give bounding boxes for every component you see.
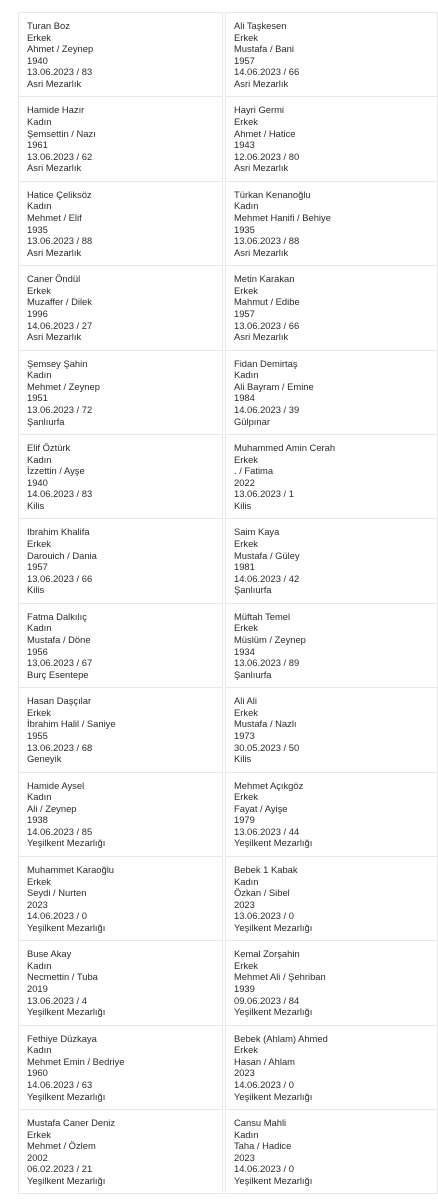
parent-names: Şemsettin / Nazı <box>27 127 96 139</box>
birth-year: 1951 <box>27 392 48 404</box>
record-card <box>225 350 438 434</box>
parent-names: . / Fatima <box>234 465 274 477</box>
parent-names: Seydi / Nurten <box>27 887 87 899</box>
person-name: Hamide Aysel <box>27 779 85 791</box>
person-name: Ali Taşkesen <box>234 20 287 31</box>
birth-year: 1935 <box>234 223 255 235</box>
burial-place: Yeşilkent Mezarlığı <box>27 1090 106 1102</box>
birth-year: 1957 <box>27 561 48 573</box>
burial-place: Kilis <box>234 753 252 765</box>
gender: Erkek <box>234 31 258 43</box>
parent-names: Mustafa / Döne <box>27 633 91 645</box>
gender: Kadın <box>27 622 52 634</box>
parent-names: Ali / Zeynep <box>27 802 77 814</box>
burial-place: Asri Mezarlık <box>234 331 289 343</box>
date-and-number: 13.06.2023 / 66 <box>27 572 93 584</box>
burial-place: Yeşilkent Mezarlığı <box>27 837 106 849</box>
gender: Erkek <box>234 284 258 296</box>
record-card <box>18 940 223 1024</box>
burial-place: Geneyik <box>27 753 62 765</box>
date-and-number: 13.06.2023 / 89 <box>234 657 300 669</box>
person-name: Türkan Kenanoğlu <box>234 188 311 200</box>
burial-place: Asri Mezarlık <box>234 77 289 89</box>
date-and-number: 13.06.2023 / 88 <box>234 235 300 247</box>
burial-place: Yeşilkent Mezarlığı <box>27 921 106 933</box>
burial-place: Şanlıurfa <box>27 415 65 427</box>
record-card <box>18 518 223 602</box>
gender: Erkek <box>27 31 51 43</box>
person-name: Muhammet Karaoğlu <box>27 863 115 875</box>
parent-names: Mahmut / Edibe <box>234 296 300 308</box>
person-name: Kemal Zorşahin <box>234 948 300 960</box>
birth-year: 2023 <box>234 1067 255 1079</box>
record-card <box>18 1109 223 1193</box>
burial-place: Yeşilkent Mezarlığı <box>234 1090 313 1102</box>
burial-place: Yeşilkent Mezarlığı <box>27 1006 106 1018</box>
parent-names: Ahmet / Hatice <box>234 127 296 139</box>
record-card <box>18 856 223 940</box>
date-and-number: 13.06.2023 / 88 <box>27 235 93 247</box>
date-and-number: 06.02.2023 / 21 <box>27 1163 93 1175</box>
gender: Erkek <box>27 706 51 718</box>
parent-names: Mehmet Hanifi / Behiye <box>234 211 331 223</box>
person-name: Turan Boz <box>27 20 70 31</box>
parent-names: Hasan / Ahlam <box>234 1055 295 1067</box>
burial-place: Gülpınar <box>234 415 270 427</box>
gender: Kadın <box>234 369 259 381</box>
date-and-number: 14.06.2023 / 0 <box>234 1163 294 1175</box>
birth-year: 1940 <box>27 54 48 66</box>
burial-place: Asri Mezarlık <box>27 246 82 258</box>
record-card <box>225 940 438 1024</box>
person-name: Fidan Demirtaş <box>234 357 298 369</box>
birth-year: 1957 <box>234 307 255 319</box>
record-card <box>225 603 438 687</box>
grid-bottom-border <box>18 1193 438 1194</box>
person-name: Bebek 1 Kabak <box>234 863 298 875</box>
date-and-number: 14.06.2023 / 0 <box>27 910 87 922</box>
birth-year: 1981 <box>234 561 255 573</box>
person-name: Şemsey Şahin <box>27 357 88 369</box>
burial-place: Kilis <box>234 499 252 511</box>
record-grid <box>18 12 438 1193</box>
gender: Kadın <box>27 115 52 127</box>
date-and-number: 13.06.2023 / 62 <box>27 150 93 162</box>
date-and-number: 13.06.2023 / 0 <box>234 910 294 922</box>
burial-place: Asri Mezarlık <box>234 162 289 174</box>
person-name: Cansu Mahli <box>234 1117 287 1129</box>
person-name: Mustafa Caner Deniz <box>27 1117 116 1129</box>
date-and-number: 14.06.2023 / 63 <box>27 1079 93 1091</box>
date-and-number: 13.06.2023 / 66 <box>234 319 300 331</box>
person-name: Bebek (Ahlam) Ahmed <box>234 1032 328 1044</box>
birth-year: 2023 <box>234 1151 255 1163</box>
record-card <box>18 772 223 856</box>
record-card <box>225 518 438 602</box>
person-name: Fatma Dalkılıç <box>27 610 87 622</box>
birth-year: 1960 <box>27 1067 48 1079</box>
gender: Kadın <box>27 791 52 803</box>
gender: Kadın <box>234 1128 259 1140</box>
person-name: Hatice Çeliksöz <box>27 188 92 200</box>
birth-year: 1984 <box>234 392 255 404</box>
burial-place: Şanlıurfa <box>234 584 272 596</box>
birth-year: 2023 <box>27 898 48 910</box>
record-card <box>225 1025 438 1109</box>
record-card <box>18 350 223 434</box>
burial-place: Yeşilkent Mezarlığı <box>234 837 313 849</box>
birth-year: 1979 <box>234 814 255 826</box>
person-name: Ali Ali <box>234 695 257 707</box>
date-and-number: 14.06.2023 / 27 <box>27 319 93 331</box>
birth-year: 2023 <box>234 898 255 910</box>
parent-names: Taha / Hadice <box>234 1140 292 1152</box>
burial-place: Yeşilkent Mezarlığı <box>27 1175 106 1187</box>
date-and-number: 14.06.2023 / 83 <box>27 488 93 500</box>
parent-names: Mustafa / Nazlı <box>234 718 297 730</box>
person-name: Ibrahim Khalifa <box>27 526 90 538</box>
gender: Erkek <box>234 959 258 971</box>
burial-place: Yeşilkent Mezarlığı <box>234 921 313 933</box>
person-name: Muhammed Amin Cerah <box>234 441 336 453</box>
date-and-number: 14.06.2023 / 85 <box>27 825 93 837</box>
date-and-number: 13.06.2023 / 4 <box>27 994 87 1006</box>
date-and-number: 13.06.2023 / 67 <box>27 657 93 669</box>
person-name: Metin Karakan <box>234 273 295 285</box>
date-and-number: 13.06.2023 / 83 <box>27 66 93 78</box>
person-name: Buse Akay <box>27 948 72 960</box>
person-name: Fethiye Düzkaya <box>27 1032 97 1044</box>
birth-year: 1938 <box>27 814 48 826</box>
birth-year: 2002 <box>27 1151 48 1163</box>
gender: Kadın <box>234 875 259 887</box>
parent-names: Müslüm / Zeynep <box>234 633 306 645</box>
gender: Erkek <box>27 537 51 549</box>
parent-names: Darouich / Dania <box>27 549 97 561</box>
date-and-number: 14.06.2023 / 42 <box>234 572 300 584</box>
parent-names: Muzaffer / Dilek <box>27 296 92 308</box>
gender: Kadın <box>27 200 52 212</box>
gender: Erkek <box>234 453 258 465</box>
parent-names: Mehmet / Elif <box>27 211 82 223</box>
parent-names: Mustafa / Bani <box>234 43 294 55</box>
record-card <box>225 265 438 349</box>
birth-year: 1955 <box>27 729 48 741</box>
date-and-number: 13.06.2023 / 1 <box>234 488 294 500</box>
burial-place: Yeşilkent Mezarlığı <box>234 1006 313 1018</box>
record-card <box>18 181 223 265</box>
gender: Erkek <box>234 706 258 718</box>
record-card <box>225 12 438 96</box>
person-name: Caner Öndül <box>27 273 81 285</box>
gender: Erkek <box>27 875 51 887</box>
parent-names: Mustafa / Güley <box>234 549 300 561</box>
birth-year: 1935 <box>27 223 48 235</box>
date-and-number: 13.06.2023 / 44 <box>234 825 300 837</box>
gender: Kadın <box>27 1044 52 1056</box>
record-card <box>18 434 223 518</box>
parent-names: İzzettin / Ayşe <box>27 465 85 477</box>
burial-place: Asri Mezarlık <box>27 162 82 174</box>
record-card <box>225 96 438 180</box>
person-name: Müftah Temel <box>234 610 291 622</box>
date-and-number: 13.06.2023 / 72 <box>27 403 93 415</box>
birth-year: 1956 <box>27 645 48 657</box>
date-and-number: 14.06.2023 / 0 <box>234 1079 294 1091</box>
person-name: Saim Kaya <box>234 526 280 538</box>
birth-year: 1934 <box>234 645 255 657</box>
gender: Erkek <box>234 537 258 549</box>
parent-names: Özkan / Sibel <box>234 887 290 899</box>
birth-year: 1943 <box>234 139 255 151</box>
burial-place: Kilis <box>27 584 45 596</box>
record-card <box>18 603 223 687</box>
date-and-number: 09.06.2023 / 84 <box>234 994 300 1006</box>
record-card <box>18 265 223 349</box>
birth-year: 1957 <box>234 54 255 66</box>
record-card <box>225 687 438 771</box>
gender: Kadın <box>27 959 52 971</box>
birth-year: 1996 <box>27 307 48 319</box>
gender: Erkek <box>234 791 258 803</box>
birth-year: 1961 <box>27 139 48 151</box>
birth-year: 2019 <box>27 983 48 995</box>
burial-place: Kilis <box>27 499 45 511</box>
record-card <box>225 1109 438 1193</box>
gender: Erkek <box>234 115 258 127</box>
date-and-number: 13.06.2023 / 68 <box>27 741 93 753</box>
birth-year: 1940 <box>27 476 48 488</box>
gender: Kadın <box>27 369 52 381</box>
parent-names: Mehmet Emin / Bedriye <box>27 1055 125 1067</box>
gender: Kadın <box>27 453 52 465</box>
parent-names: Fayat / Ayişe <box>234 802 288 814</box>
burial-place: Burç Esentepe <box>27 668 89 680</box>
burial-place: Asri Mezarlık <box>27 331 82 343</box>
record-card <box>225 434 438 518</box>
date-and-number: 14.06.2023 / 39 <box>234 403 300 415</box>
parent-names: Mehmet / Zeynep <box>27 380 100 392</box>
record-card <box>225 856 438 940</box>
parent-names: Ali Bayram / Emine <box>234 380 314 392</box>
parent-names: İbrahim Halil / Saniye <box>27 718 116 730</box>
person-name: Hasan Daşçılar <box>27 695 92 707</box>
record-card <box>225 181 438 265</box>
record-card <box>18 1025 223 1109</box>
gender: Erkek <box>27 284 51 296</box>
record-card <box>18 12 223 96</box>
person-name: Hayri Germi <box>234 104 285 116</box>
record-card <box>225 772 438 856</box>
gender: Erkek <box>27 1128 51 1140</box>
parent-names: Mehmet Ali / Şehriban <box>234 971 326 983</box>
person-name: Hamide Hazır <box>27 104 85 116</box>
date-and-number: 14.06.2023 / 66 <box>234 66 300 78</box>
gender: Erkek <box>234 1044 258 1056</box>
burial-place: Asri Mezarlık <box>234 246 289 258</box>
record-card <box>18 96 223 180</box>
parent-names: Mehmet / Özlem <box>27 1140 96 1152</box>
birth-year: 2022 <box>234 476 255 488</box>
gender: Kadın <box>234 200 259 212</box>
burial-place: Yeşilkent Mezarlığı <box>234 1175 313 1187</box>
burial-place: Asri Mezarlık <box>27 77 82 89</box>
gender: Erkek <box>234 622 258 634</box>
parent-names: Necmettin / Tuba <box>27 971 98 983</box>
burial-place: Şanlıurfa <box>234 668 272 680</box>
parent-names: Ahmet / Zeynep <box>27 43 94 55</box>
date-and-number: 30.05.2023 / 50 <box>234 741 300 753</box>
birth-year: 1939 <box>234 983 255 995</box>
person-name: Elif Öztürk <box>27 441 71 453</box>
record-card <box>18 687 223 771</box>
person-name: Mehmet Açıkgöz <box>234 779 304 791</box>
birth-year: 1973 <box>234 729 255 741</box>
date-and-number: 12.06.2023 / 80 <box>234 150 300 162</box>
